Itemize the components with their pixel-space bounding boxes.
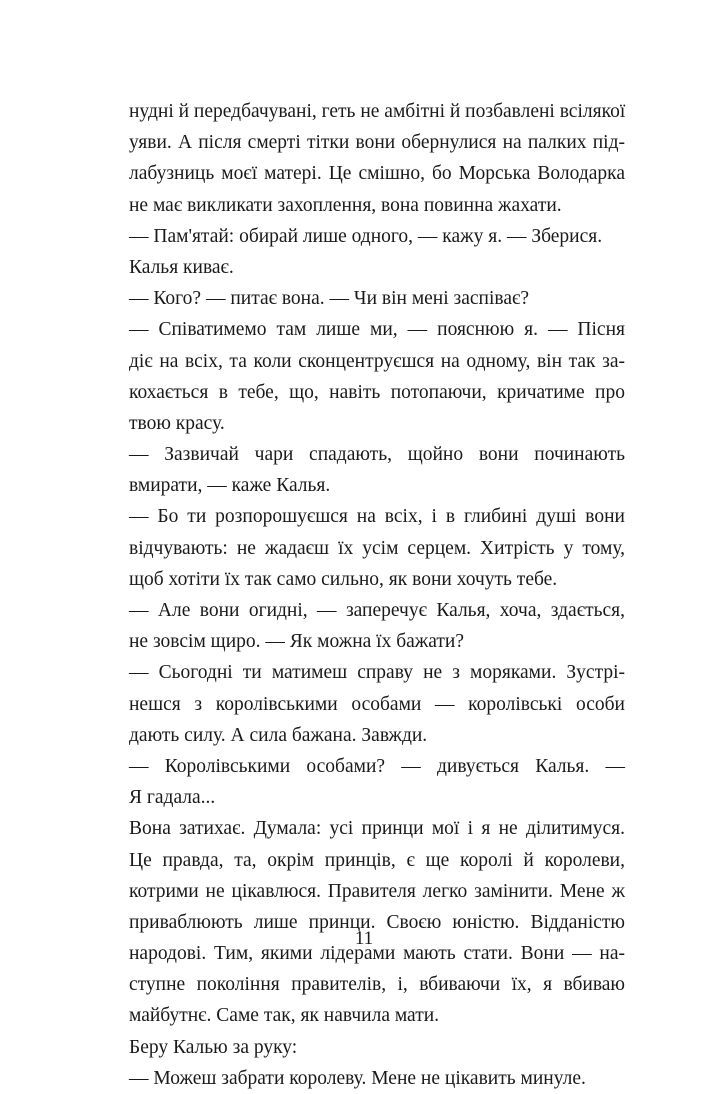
text-line: кохається в тебе, що, навіть потопаючи, кричатиме про — [129, 381, 625, 403]
text-line: — Зазвичай чари спадають, щойно вони починають — [129, 444, 625, 466]
text-line: уяви. А після смерті тітки вони обернулися на палких під- — [129, 132, 625, 154]
text-line: лабузниць моєї матері. Це смішно, бо Морська Володарка — [129, 163, 625, 185]
text-line: — Можеш забрати королеву. Мене не цікавить минуле. — [129, 1067, 586, 1089]
text-line: не зовсім щиро. — Як можна їх бажати? — [129, 631, 465, 653]
text-line: дають силу. А сила бажана. Завжди. — [129, 724, 428, 746]
text-line: — Бо ти розпорошуєшся на всіх, і в глибині душі вони — [129, 506, 625, 528]
text-line: вмирати, — каже Калья. — [129, 475, 331, 497]
text-line: Це правда, та, окрім принців, є ще королі й королеви, — [129, 849, 625, 871]
text-line: щоб хотіти їх так само сильно, як вони хочуть тебе. — [129, 568, 558, 590]
text-line: твою красу. — [129, 412, 225, 434]
text-line: — Але вони огидні, — заперечує Калья, хоча, здається, — [129, 600, 625, 621]
text-line: нудні й передбачувані, геть не амбітні й позбавлені всілякої — [129, 101, 626, 122]
text-line: Калья киває. — [129, 256, 234, 278]
text-line: — Королівськими особами? — дивується Калья. — — [129, 755, 625, 777]
text-line: ступне покоління правителів, і, вбиваючи їх, я вбиваю — [129, 974, 625, 996]
text-line: приваблюють лише принци. Своєю юністю. Відданістю — [129, 911, 625, 933]
text-line: — Співатимемо там лише ми, — пояснюю я. — Пісня — [129, 319, 625, 341]
text-line: Беру Калью за руку: — [129, 1036, 298, 1058]
text-line: — Пам'ятай: обирай лише одного, — кажу я. — Зберися. — [129, 225, 603, 247]
text-line: Вона затихає. Думала: усі принци мої і я не ділитимуся. — [129, 818, 625, 840]
text-line: не має викликати захоплення, вона повинна жахати. — [129, 194, 562, 216]
text-line: котрими не цікавлюся. Правителя легко замінити. Мене ж — [129, 880, 625, 902]
text-line: — Кого? — питає вона. — Чи він мені заспіває? — [129, 288, 530, 310]
page-number: 11 — [354, 928, 374, 949]
text-line: майбутнє. Саме так, як навчила мати. — [129, 1005, 440, 1027]
text-line: відчувають: не жадаєш їх усім серцем. Хитрість у тому, — [129, 537, 625, 559]
text-line: — Сьогодні ти матимеш справу не з моряками. Зустрі- — [129, 662, 625, 684]
text-line: нешся з королівськими особами — королівські особи — [129, 693, 625, 715]
text-line: Я гадала... — [129, 787, 216, 809]
text-line: народові. Тим, якими лідерами мають стати. Вони — на- — [129, 943, 625, 965]
text-line: діє на всіх, та коли сконцентруєшся на одному, він так за- — [129, 350, 625, 372]
